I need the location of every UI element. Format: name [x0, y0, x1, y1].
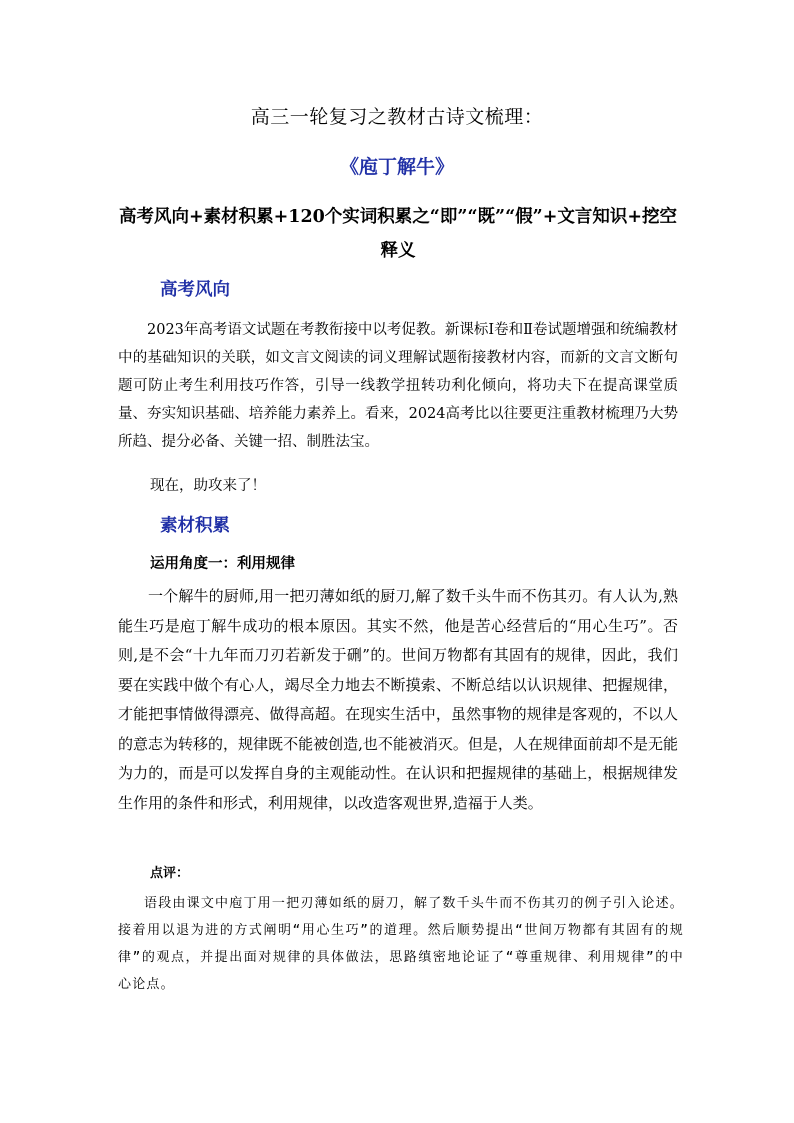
rally-line: 现在，助攻来了！ [150, 478, 266, 494]
exam-trend-paragraph: 2023年高考语文试题在考教衔接中以考促教。新课标Ⅰ卷和Ⅱ卷试题增强和统编教材中的基础知识的关联，如文言文阅读的词义理解试题衔接教材内容，而新的文言文断句题可防止考生利用技巧作答，引导一线教学扭转功利化倾向，将功夫下在提高课堂质量、夯实知识基础、培养能力素养上。看来，2024高考比以往要更注重教材梳理乃大势所趋、提分必备、关键一招、制胜法宝。 [118, 322, 678, 450]
material-paragraph: 一个解牛的厨师,用一把刃薄如纸的厨刀,解了数千头牛而不伤其刃。有人认为,熟能生巧是庖丁解牛成功的根本原因。其实不然，他是苦心经营后的“用心生巧”。否则,是不会“十九年而刀刃若新发于硎”的。世间万物都有其固有的规律，因此，我们要在实践中做个有心人，竭尽全力地去不断摸索、不断总结以认识规律、把握规律，才能把事情做得漂亮、做得高超。在现实生活中，虽然事物的规律是客观的，不以人的意志为转移的，规律既不能被创造,也不能被消灭。但是，人在规律面前却不是无能为力的，而是可以发挥自身的主观能动性。在认识和把握规律的基础上，根据规律发生作用的条件和形式，利用规律，以改造客观世界,造福于人类。 [118, 587, 678, 812]
section-heading-material: 素材积累 [160, 516, 230, 536]
document-subtitle: 《庖丁解牛》 [339, 156, 454, 178]
section-heading-exam-trend: 高考风向 [160, 280, 230, 300]
angle-heading: 运用角度一：利用规律 [150, 555, 295, 572]
comment-label: 点评： [150, 866, 190, 881]
comment-paragraph: 语段由课文中庖丁用一把刃薄如纸的厨刀，解了数千头牛而不伤其刃的例子引入论述。接着用以退为进的方式阐明“用心生巧”的道理。然后顺势提出“世间万物都有其固有的规律”的观点，并提出面对规律的具体做法，思路缜密地论证了“尊重规律、利用规律”的中心论点。 [118, 896, 684, 992]
document-heading: 高考风向+素材积累+120个实词积累之“即”“既”“假”+文言知识+挖空释义 [118, 207, 678, 261]
document-title: 高三一轮复习之教材古诗文梳理： [250, 106, 544, 128]
